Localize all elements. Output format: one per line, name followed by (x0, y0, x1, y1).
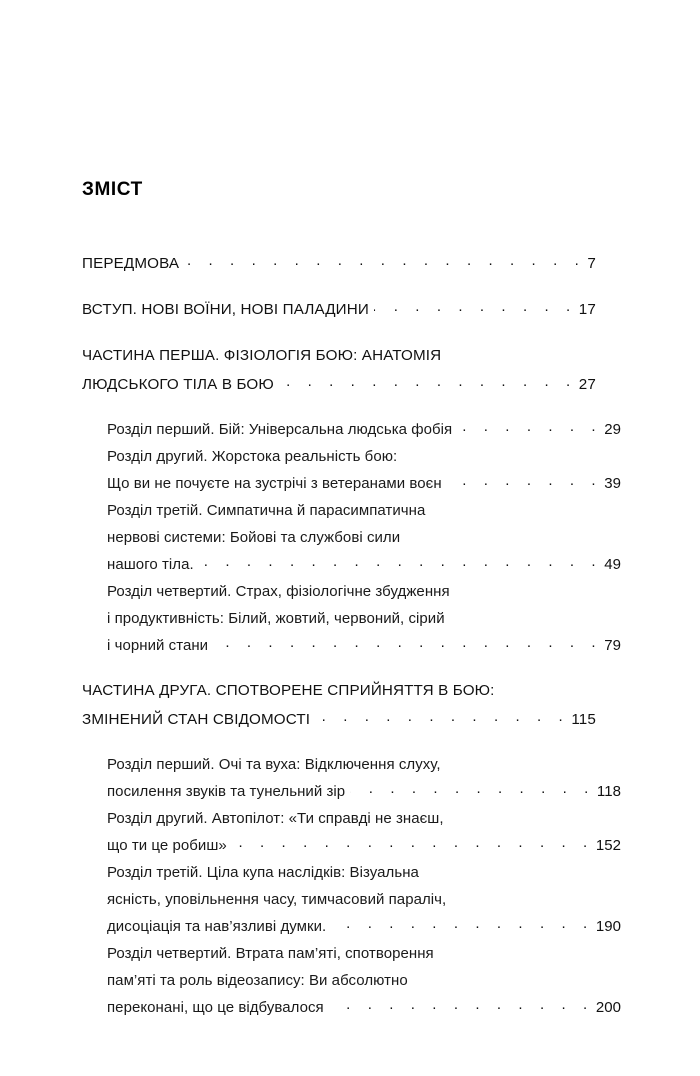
dot-leader (279, 374, 577, 389)
toc-entry-line-final (82, 632, 621, 659)
toc-entry-label: Що ви не почуєте на зустрічі з ветеранами воєн (107, 475, 442, 492)
toc-entry-line-final (82, 913, 621, 940)
toc-entry-label: нашого тіла. (107, 556, 194, 573)
toc-entry-line (82, 443, 621, 470)
toc-entry-label: і продуктивність: Білий, жовтий, червоний, сірий (107, 610, 445, 627)
dot-leader (447, 473, 603, 488)
toc-entry-line (82, 751, 621, 778)
toc-entry[interactable] (82, 805, 621, 859)
toc-page-number: 118 (596, 783, 621, 800)
toc-page-number: 115 (571, 711, 596, 728)
toc-entry-line (82, 859, 621, 886)
toc-page-number: 190 (595, 918, 621, 935)
toc-entry-label: нервові системи: Бойові та службові сили (107, 529, 401, 546)
dot-leader (199, 554, 602, 569)
dot-leader (350, 781, 595, 796)
toc-entry-label: що ти це робиш» (107, 837, 227, 854)
toc-entry-line-final (82, 778, 621, 805)
toc-entry-label: Розділ третій. Симпатична й парасимпатична (107, 502, 426, 519)
toc-entry-label: переконані, що це відбувалося (107, 999, 324, 1016)
toc-page-number: 152 (595, 837, 621, 854)
toc-entry-label: Розділ четвертий. Втрата пам’яті, спотворення (107, 945, 434, 962)
toc-entry-line (82, 967, 621, 994)
toc-entry[interactable] (82, 341, 596, 399)
toc-entry-line-final (82, 470, 621, 497)
toc-entry-label: ясність, уповільнення часу, тимчасовий параліч, (107, 891, 447, 908)
toc-entry-line (82, 605, 621, 632)
toc-entry-label: Розділ перший. Бій: Універсальна людська фобія (107, 421, 453, 438)
toc-entry-label: Розділ четвертий. Страх, фізіологічне збудження (107, 583, 450, 600)
toc-entry[interactable] (82, 443, 621, 497)
toc-entry-line (82, 805, 621, 832)
toc-entry[interactable] (82, 249, 596, 278)
toc-entry[interactable] (82, 295, 596, 324)
toc-entry-label: Розділ третій. Ціла купа наслідків: Візуальна (107, 864, 419, 881)
dot-leader (315, 709, 569, 724)
toc-entry-label: Розділ другий. Автопілот: «Ти справді не знаєш, (107, 810, 444, 827)
toc-entry-line (82, 940, 621, 967)
toc-entry-label: ПЕРЕДМОВА (82, 255, 180, 272)
toc-entry-line-final (82, 295, 596, 324)
dot-leader (374, 299, 577, 314)
toc-page-number: 7 (587, 255, 596, 272)
toc-page-number: 29 (604, 421, 621, 438)
toc-entry[interactable] (82, 416, 621, 443)
toc-entry-label: пам’яті та роль відеозапису: Ви абсолютно (107, 972, 408, 989)
dot-leader (329, 997, 594, 1012)
dot-leader (457, 419, 602, 434)
toc-entry-line-final (82, 416, 621, 443)
toc-entry[interactable] (82, 676, 596, 734)
toc-page-number: 39 (604, 475, 621, 492)
toc-entry-line (82, 578, 621, 605)
toc-entry-label: і чорний стани (107, 637, 209, 654)
toc-entry-line-final (82, 705, 596, 734)
toc-page-number: 79 (604, 637, 621, 654)
toc-entry[interactable] (82, 578, 621, 659)
toc-entry-label: дисоціація та нав’язливі думки. (107, 918, 327, 935)
toc-entry-line-final (82, 994, 621, 1021)
dot-leader (232, 835, 594, 850)
dot-leader (184, 253, 585, 268)
toc-entry-label: ЧАСТИНА ПЕРША. ФІЗІОЛОГІЯ БОЮ: АНАТОМІЯ (82, 347, 442, 364)
page-title: ЗМІСТ (82, 179, 143, 200)
toc-entry-label: ЧАСТИНА ДРУГА. СПОТВОРЕНЕ СПРИЙНЯТТЯ В БОЮ: (82, 682, 495, 699)
table-of-contents (82, 178, 621, 1021)
toc-page-number: 27 (578, 376, 596, 393)
toc-entry-label: Розділ другий. Жорстока реальність бою: (107, 448, 398, 465)
toc-page-number: 17 (578, 301, 596, 318)
toc-page-number: 200 (595, 999, 621, 1016)
dot-leader (213, 635, 602, 650)
toc-entry-label: посилення звуків та тунельний зір (107, 783, 346, 800)
toc-entry-line-final (82, 249, 596, 278)
dot-leader (331, 916, 594, 931)
toc-entry-line-final (82, 551, 621, 578)
toc-entry-line (82, 497, 621, 524)
toc-entry-line (82, 341, 596, 370)
toc-entry-line-final (82, 370, 596, 399)
toc-entry-list (82, 249, 621, 1021)
toc-page-number: 49 (604, 556, 621, 573)
toc-entry[interactable] (82, 940, 621, 1021)
toc-entry[interactable] (82, 859, 621, 940)
toc-entry-line (82, 676, 596, 705)
toc-entry[interactable] (82, 497, 621, 578)
toc-entry-line (82, 524, 621, 551)
toc-entry-line (82, 886, 621, 913)
toc-entry-label: ЛЮДСЬКОГО ТІЛА В БОЮ (82, 376, 274, 393)
toc-entry-label: ВСТУП. НОВІ ВОЇНИ, НОВІ ПАЛАДИНИ (82, 301, 369, 318)
toc-entry[interactable] (82, 751, 621, 805)
toc-entry-label: ЗМІНЕНИЙ СТАН СВІДОМОСТІ (82, 711, 311, 728)
toc-entry-line-final (82, 832, 621, 859)
toc-entry-label: Розділ перший. Очі та вуха: Відключення слуху, (107, 756, 441, 773)
